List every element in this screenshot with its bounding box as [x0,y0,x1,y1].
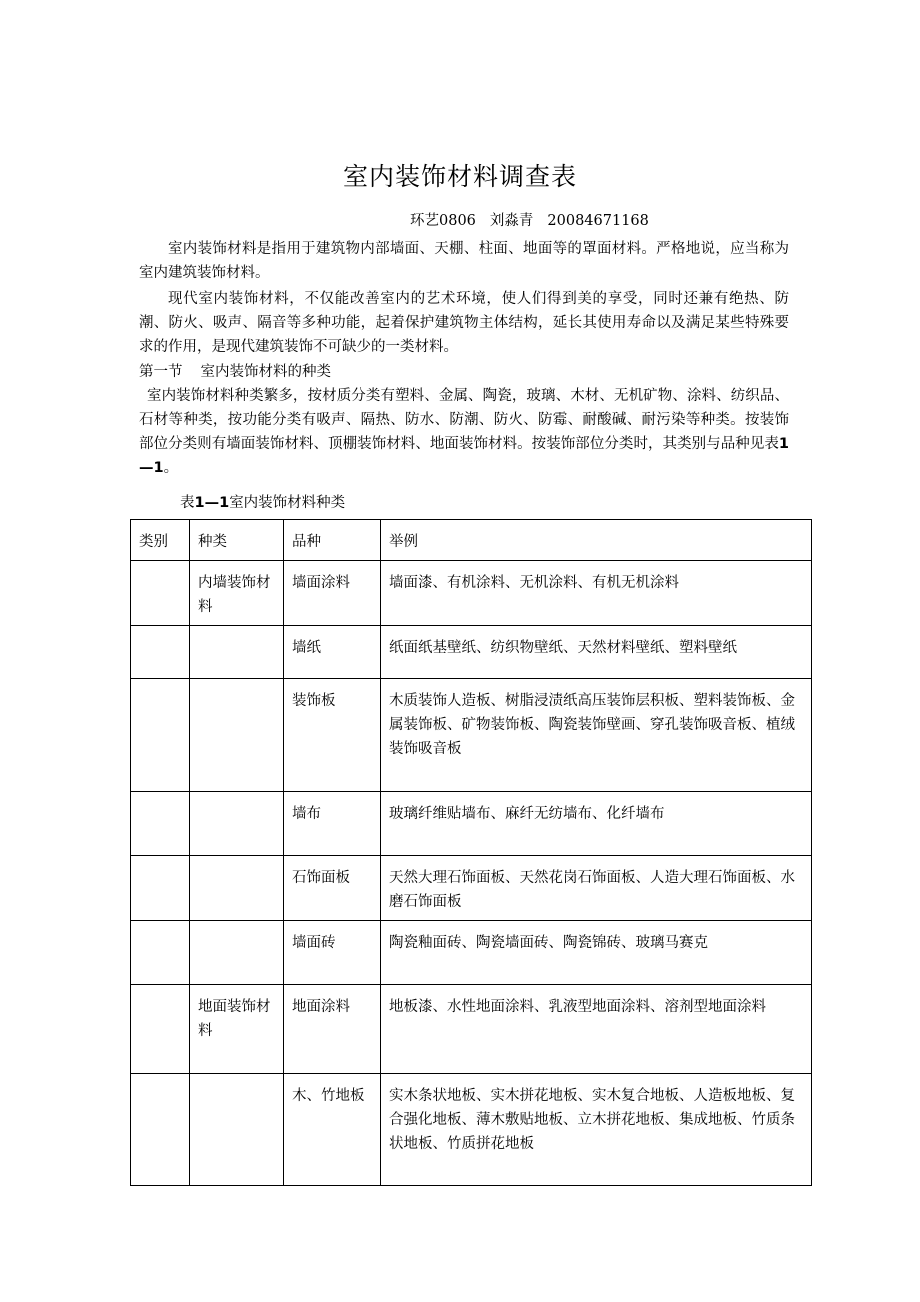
table-caption-ref: 1—1 [194,495,230,511]
classification-end: 。 [163,460,179,476]
section-heading [139,360,331,381]
table-caption-prefix: 表 [180,495,195,511]
cell-variety: 装饰板 [284,679,381,792]
table-row [131,792,812,856]
header-kind: 种类 [190,520,284,561]
table-row [131,561,812,626]
cell-kind: 地面装饰材料 [190,985,284,1074]
cell-example: 实木条状地板、实木拼花地板、实木复合地板、人造板地板、复合强化地板、薄木敷贴地板、立木拼花地板、集成地板、竹质条状地板、竹质拼花地板 [381,1074,812,1186]
cell-kind [190,1074,284,1186]
author-class: 环艺0806 [410,213,476,229]
cell-variety: 地面涂料 [284,985,381,1074]
cell-example: 纸面纸基壁纸、纺织物壁纸、天然材料壁纸、塑料壁纸 [381,626,812,679]
table-row [131,921,812,985]
classification-paragraph [139,384,789,480]
table-row [131,985,812,1074]
author-name: 刘淼青 [489,213,534,229]
header-example: 举例 [381,520,812,561]
cell-category [131,561,190,626]
intro-paragraph: 室内装饰材料是指用于建筑物内部墙面、天棚、柱面、地面等的罩面材料。严格地说，应当称为室内建筑装饰材料。 [139,241,789,281]
cell-kind [190,792,284,856]
section-title: 室内装饰材料的种类 [200,364,331,380]
cell-category [131,985,190,1074]
cell-example: 地板漆、水性地面涂料、乳液型地面涂料、溶剂型地面涂料 [381,985,812,1074]
table-caption [180,491,345,512]
table-row [131,856,812,921]
header-variety: 品种 [284,520,381,561]
cell-example: 玻璃纤维贴墙布、麻纤无纺墙布、化纤墙布 [381,792,812,856]
section-number: 第一节 [139,364,183,380]
cell-category [131,792,190,856]
table-row [131,626,812,679]
cell-kind [190,856,284,921]
cell-example: 墙面漆、有机涂料、无机涂料、有机无机涂料 [381,561,812,626]
cell-variety: 木、竹地板 [284,1074,381,1186]
cell-category [131,1074,190,1186]
cell-variety: 墙布 [284,792,381,856]
cell-example: 陶瓷釉面砖、陶瓷墙面砖、陶瓷锦砖、玻璃马赛克 [381,921,812,985]
classification-table-ref: 1—1 [139,436,789,476]
cell-kind [190,921,284,985]
cell-example: 木质装饰人造板、树脂浸渍纸高压装饰层积板、塑料装饰板、金属装饰板、矿物装饰板、陶瓷装饰壁画、穿孔装饰吸音板、植绒装饰吸音板 [381,679,812,792]
page-title: 室内装饰材料调查表 [342,162,577,191]
cell-example: 天然大理石饰面板、天然花岗石饰面板、人造大理石饰面板、水磨石饰面板 [381,856,812,921]
table-header-row [131,520,812,561]
cell-category [131,679,190,792]
table-caption-text: 室内装饰材料种类 [229,495,346,511]
header-category: 类别 [131,520,190,561]
cell-kind: 内墙装饰材料 [190,561,284,626]
cell-variety: 墙纸 [284,626,381,679]
table-row [131,1074,812,1186]
table-row [131,679,812,792]
cell-variety: 墙面涂料 [284,561,381,626]
function-paragraph: 现代室内装饰材料，不仅能改善室内的艺术环境，使人们得到美的享受，同时还兼有绝热、防潮、防火、吸声、隔音等多种功能，起着保护建筑物主体结构，延长其使用寿命以及满足某些特殊要求的作用，是现代建筑装饰不可缺少的一类材料。 [139,291,789,355]
cell-category [131,856,190,921]
cell-category [131,626,190,679]
cell-category [131,921,190,985]
cell-variety: 墙面砖 [284,921,381,985]
author-line [410,209,663,230]
cell-variety: 石饰面板 [284,856,381,921]
classification-text: 室内装饰材料种类繁多，按材质分类有塑料、金属、陶瓷，玻璃、木材、无机矿物、涂料、纺织品、石材等种类，按功能分类有吸声、隔热、防水、防潮、防火、防霉、耐酸碱、耐污染等种类。按装饰部位分类则有墙面装饰材料、顶棚装饰材料、地面装饰材料。按装饰部位分类时，其类别与品种见表 [139,388,789,452]
cell-kind [190,626,284,679]
author-id: 20084671168 [547,213,649,229]
cell-kind [190,679,284,792]
materials-table [130,519,812,1186]
